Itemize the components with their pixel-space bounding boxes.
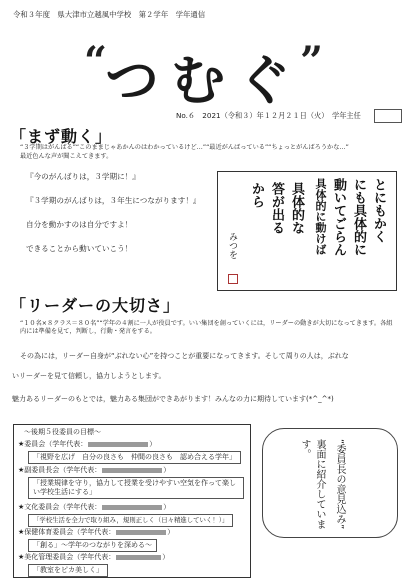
issue-line: No.６ 2021（令和３）年１２月２１日（火） 学年主任 <box>176 111 361 120</box>
section1-line-3: 自分を動かすのは自分ですよ！ <box>26 220 133 229</box>
goal-text-4: 「創る」～学年のつながりを深める～ <box>28 539 157 552</box>
section1-line-4: できることから動いていこう！ <box>26 244 133 253</box>
redaction-bar <box>116 555 161 560</box>
calligraphy-col-1: とにもかく <box>371 178 386 243</box>
redaction-bar <box>116 530 166 535</box>
calligraphy-col-5: 具体的な <box>289 182 304 234</box>
section1-line-2: 『３学期のがんばりは，３年生につながります！』 <box>26 196 201 205</box>
title-close-quote: ” <box>300 38 324 85</box>
section-heading-act-first: 「まず動く」 <box>10 127 113 146</box>
calligraphy-col-2: にも具体的に <box>351 178 366 256</box>
goal-text-1: 「視野を広げ 自分の良さも 仲間の良さも 認め合える学年」 <box>28 451 241 464</box>
goal-text-5: 「教室をピカ美しく」 <box>28 564 108 577</box>
section-heading-leader: 「リーダーの大切さ」 <box>10 296 181 315</box>
calligraphy-signature: みつを <box>227 232 237 259</box>
newsletter-header: 令和３年度 県大津市立越風中学校 第２学年 学年通信 <box>13 10 206 19</box>
masthead <box>0 20 410 112</box>
teacher-stamp <box>374 109 402 123</box>
committee-goals-box <box>13 424 251 578</box>
section1-intro-line2: 最近色んな声が聞こえてきます。 <box>20 153 113 160</box>
calligraphy-seal <box>228 274 238 284</box>
section1-line-1: 『今のがんばりは，３学期に！』 <box>26 172 140 181</box>
note-col-1: “委員長の意見込み” <box>334 439 345 530</box>
goal-committee-4: ★保健体育委員会（学年代表： ） <box>18 528 175 536</box>
section2-paragraph-2a: その為には，リーダー自身が“ぶれない心”を持つことが重要になってきます。そして周りの人は，ぶれな <box>20 352 349 360</box>
redaction-bar <box>102 505 162 510</box>
redaction-bar <box>102 468 162 473</box>
calligraphy-col-6: 答が出る <box>269 182 284 234</box>
calligraphy-col-4: 具体的に動けば <box>314 178 327 255</box>
goals-title: ～後期５役委員の目標～ <box>24 428 101 436</box>
goal-text-3: 「学校生活を全力で取り組み，規則正しく（日々精進していく！）」 <box>28 514 233 527</box>
section2-paragraph-3: 魅力あるリーダーのもとでは，魅力ある集団ができあがります！みんなの力に期待しています(*^_^*) <box>12 395 334 403</box>
newsletter-title: つむぐ <box>105 48 303 112</box>
section1-intro-line1: “３学期はがんばる”“このままじゃあかんのはわかっているけど…”“最近がんばっている”“ちょっとがんばろうかな…” <box>20 144 349 151</box>
goal-committee-3: ★文化委員会（学年代表： ） <box>18 503 171 511</box>
note-col-2: 裏面に紹介しています。 <box>299 439 325 529</box>
calligraphy-col-3: 動いてごらん <box>331 178 346 256</box>
goal-committee-5: ★美化管理委員会（学年代表： ） <box>18 553 170 561</box>
goal-committee-1: ★委員会（学年代表： ） <box>18 440 157 448</box>
section2-paragraph-2b: いリーダーを見て信頼し，協力しようとします。 <box>12 372 166 380</box>
title-open-quote: “ <box>84 38 108 85</box>
redaction-bar <box>88 442 148 447</box>
calligraphy-frame <box>217 171 397 291</box>
goal-text-2: 「授業規律を守り，協力して授業を受けやすい空気を作って楽しい学校生活にする」 <box>28 477 244 499</box>
handwritten-note <box>262 428 398 538</box>
section2-paragraph-1: “１０名×８クラス＝８０名”“学年の４割に一人が役員です。いい集団を創っていくには，リーダーの動きが大切になってきます。各組内には準備を見て，判断し，行動・発言をする。 <box>20 320 393 335</box>
goal-committee-2: ★副委員長会（学年代表： ） <box>18 466 171 474</box>
calligraphy-col-7: から <box>249 182 264 208</box>
